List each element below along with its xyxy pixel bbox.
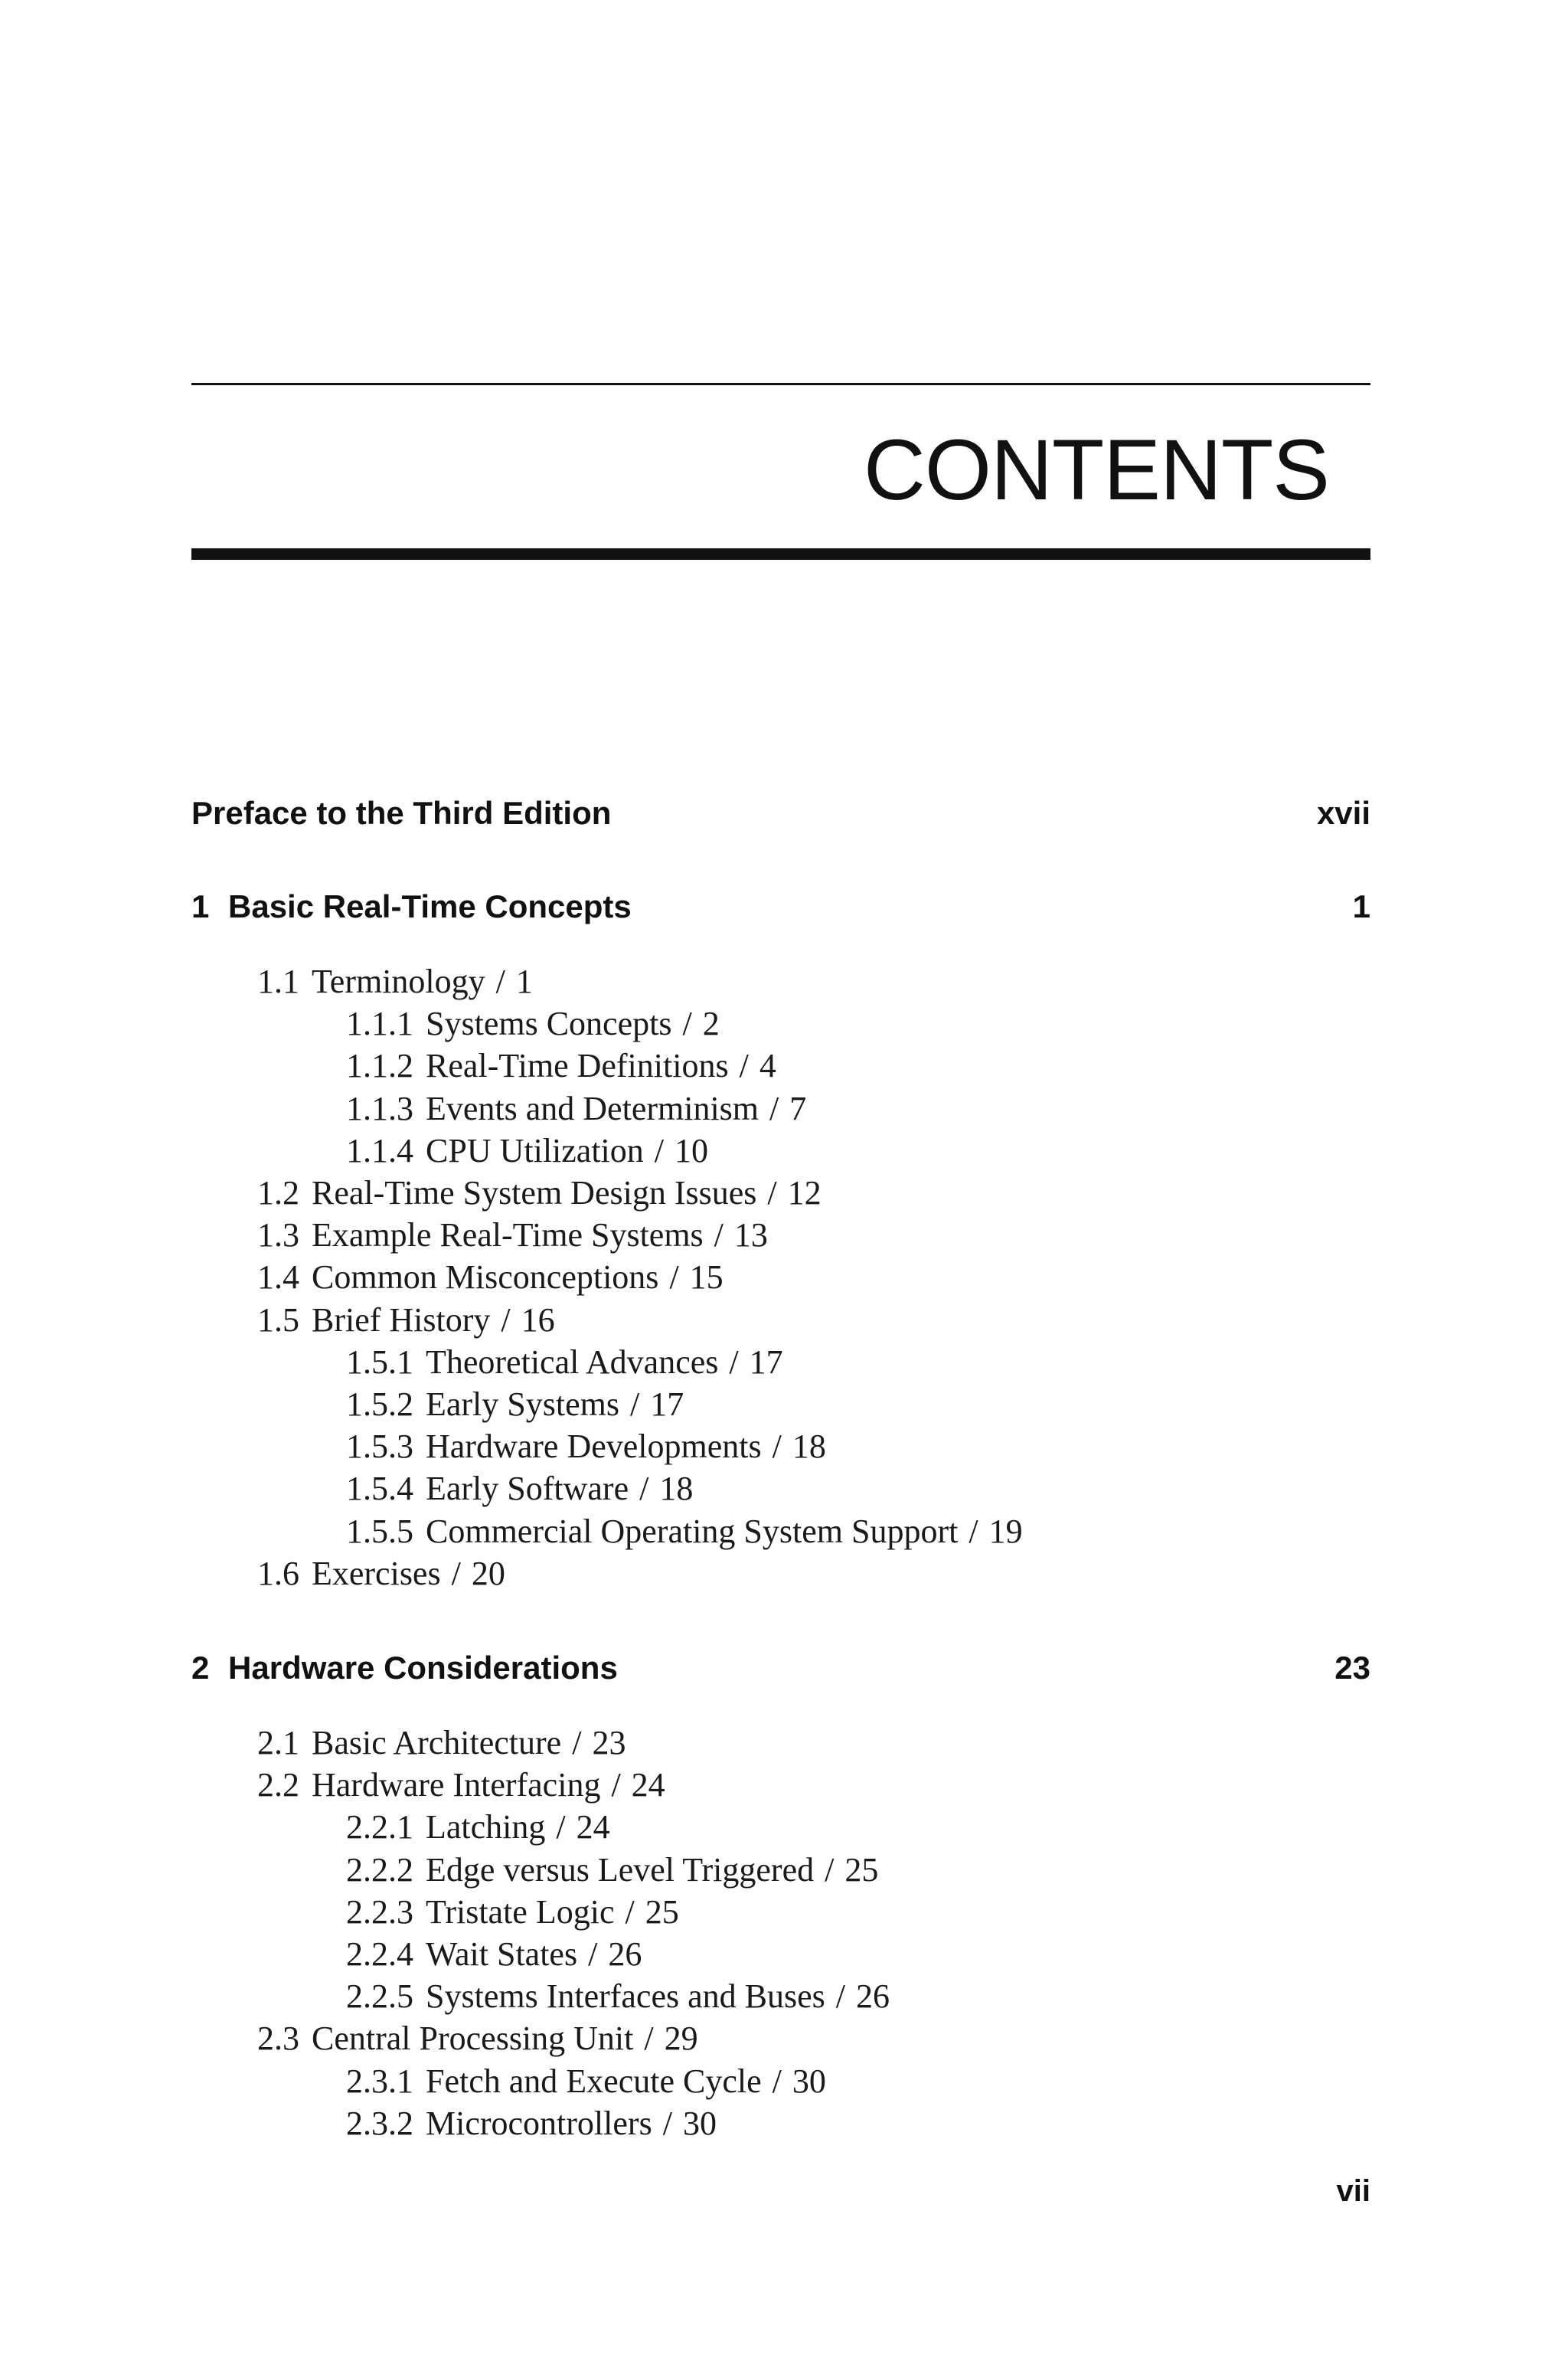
- toc-entry-number: 1.6: [257, 1554, 299, 1592]
- toc-entry-title: Central Processing Unit: [312, 2020, 634, 2058]
- toc-entry-title: Edge versus Level Triggered: [426, 1850, 815, 1889]
- toc-subsection-entry[interactable]: [191, 1510, 1370, 1552]
- toc-entry-separator: /: [639, 1470, 649, 1508]
- toc-section-entry[interactable]: [191, 960, 1370, 1002]
- toc-subsection-entry[interactable]: [191, 1341, 1370, 1383]
- toc-entry-page: 18: [659, 1470, 694, 1508]
- toc-subsection-entry[interactable]: [191, 1975, 1370, 2017]
- toc-entry-page: 20: [471, 1554, 505, 1592]
- toc-entry-separator: /: [611, 1766, 621, 1804]
- toc-entry-number: 1.5.5: [346, 1512, 413, 1550]
- toc-entry-page: 24: [631, 1766, 665, 1804]
- toc-entry-title: Real-Time System Design Issues: [312, 1174, 757, 1212]
- toc-entry-number: 1.5.2: [346, 1385, 413, 1424]
- chapter-spacer: [191, 1594, 1370, 1645]
- toc-chapter-page: 1: [1352, 888, 1370, 924]
- toc-entry-page: 13: [733, 1216, 768, 1254]
- toc-entry-page: 17: [749, 1343, 783, 1381]
- toc-section-entry[interactable]: [191, 1172, 1370, 1214]
- toc-entry-separator: /: [572, 1724, 582, 1762]
- toc-entry-title: Latching: [426, 1808, 546, 1846]
- toc-chapter-page: 23: [1334, 1650, 1370, 1686]
- toc-entry-separator: /: [662, 2104, 672, 2142]
- toc-subsection-entry[interactable]: [191, 1467, 1370, 1509]
- toc-subsection-entry[interactable]: [191, 1130, 1370, 1172]
- toc-chapter-heading[interactable]: [191, 884, 1370, 930]
- toc-entry-separator: /: [451, 1554, 461, 1592]
- toc-entry-page: 10: [675, 1131, 709, 1169]
- toc-chapter-number: 1: [191, 888, 210, 924]
- toc-chapter-title: Hardware Considerations: [228, 1650, 618, 1686]
- toc-entry-page: 17: [650, 1385, 684, 1424]
- toc-entry-title: Basic Architecture: [312, 1724, 562, 1762]
- toc-entry-title: Early Systems: [426, 1385, 619, 1424]
- toc-section-entry[interactable]: [191, 1722, 1370, 1764]
- toc-entry-page: 29: [664, 2020, 698, 2058]
- toc-entry-title: Theoretical Advances: [426, 1343, 719, 1381]
- toc-entry-title: Example Real-Time Systems: [312, 1216, 704, 1254]
- toc-entry-separator: /: [495, 963, 505, 1000]
- toc-entry-title: Commercial Operating System Support: [426, 1512, 959, 1550]
- toc-entry-page: 30: [792, 2062, 826, 2100]
- title-top-rule: [191, 383, 1370, 385]
- toc-entry-separator: /: [772, 1428, 782, 1466]
- toc-entry-separator: /: [669, 1258, 679, 1297]
- toc-entry-number: 1.5: [257, 1300, 299, 1339]
- toc-entry-number: 1.2: [257, 1174, 299, 1212]
- toc-entry-number: 1.5.3: [346, 1428, 413, 1466]
- toc-entry-number: 1.4: [257, 1258, 299, 1297]
- toc-subsection-entry[interactable]: [191, 2102, 1370, 2144]
- toc-entry-separator: /: [682, 1005, 692, 1043]
- toc-entry-title: Systems Concepts: [426, 1005, 672, 1043]
- toc-entry-number: 2.2.4: [346, 1935, 413, 1974]
- toc-entry-separator: /: [769, 1089, 779, 1127]
- toc-subsection-entry[interactable]: [191, 1088, 1370, 1130]
- toc-entry-page: 19: [988, 1512, 1023, 1550]
- toc-entry-title: Events and Determinism: [426, 1089, 760, 1127]
- toc-entry-number: 1.1: [257, 963, 299, 1000]
- toc-subsection-entry[interactable]: [191, 1425, 1370, 1467]
- toc-entry-page: 2: [702, 1005, 720, 1043]
- toc-preface-title: Preface to the Third Edition: [191, 795, 612, 831]
- toc-entry-separator: /: [629, 1385, 640, 1424]
- toc-entry-title: Systems Interfaces and Buses: [426, 1977, 825, 2016]
- toc-subsection-entry[interactable]: [191, 1806, 1370, 1848]
- toc-entry-separator: /: [969, 1512, 978, 1550]
- toc-entry-page: 30: [682, 2104, 717, 2142]
- toc-entry-number: 1.1.4: [346, 1131, 413, 1169]
- toc-entry-number: 2.2.1: [346, 1808, 413, 1846]
- toc-entry-separator: /: [588, 1935, 598, 1974]
- toc-entry-separator: /: [654, 1131, 665, 1169]
- page-number: vii: [1336, 2174, 1370, 2208]
- toc-entry-page: 4: [759, 1047, 776, 1085]
- toc-section-entry[interactable]: [191, 1214, 1370, 1256]
- toc-entry-number: 2.2.3: [346, 1892, 413, 1931]
- toc-entry-title: Early Software: [426, 1470, 629, 1508]
- toc-entry-separator: /: [772, 2062, 782, 2100]
- toc-subsection-entry[interactable]: [191, 1933, 1370, 1975]
- toc-section-entry[interactable]: [191, 1256, 1370, 1298]
- toc-entry-separator: /: [825, 1850, 835, 1889]
- toc-chapter-number: 2: [191, 1650, 210, 1686]
- toc-entry-title: Hardware Developments: [426, 1428, 762, 1466]
- toc-entry-page: 1: [515, 963, 533, 1000]
- toc-entry-separator: /: [729, 1343, 739, 1381]
- title-bottom-rule: [191, 548, 1370, 560]
- chapter-heading-spacer: [191, 930, 1370, 960]
- toc-entry-title: Real-Time Definitions: [426, 1047, 729, 1085]
- toc-entry-title: Common Misconceptions: [312, 1258, 659, 1297]
- toc-entry-number: 1.3: [257, 1216, 299, 1254]
- toc-entry-separator: /: [644, 2020, 654, 2058]
- toc-section-entry[interactable]: [191, 2017, 1370, 2059]
- toc-section-entry[interactable]: [191, 1552, 1370, 1594]
- toc-entry-number: 1.1.2: [346, 1047, 413, 1085]
- toc-entry-page: 24: [576, 1808, 610, 1846]
- toc-entry-title: Hardware Interfacing: [312, 1766, 601, 1804]
- toc-entry-page: 25: [645, 1892, 679, 1931]
- toc-entry-title: Brief History: [312, 1300, 491, 1339]
- toc-subsection-entry[interactable]: [191, 1891, 1370, 1933]
- toc-entry-page: 7: [789, 1089, 807, 1127]
- toc-entry-page: 26: [608, 1935, 642, 1974]
- toc-chapter-label: [191, 884, 632, 930]
- toc-entry-separator: /: [625, 1892, 635, 1931]
- toc-entry-number: 2.3.2: [346, 2104, 413, 2142]
- toc-entry-separator: /: [714, 1216, 724, 1254]
- toc-subsection-entry[interactable]: [191, 1002, 1370, 1045]
- toc-entry-title: Exercises: [312, 1554, 441, 1592]
- toc-entry-number: 2.3.1: [346, 2062, 413, 2100]
- toc-chapter-title: Basic Real-Time Concepts: [228, 888, 632, 924]
- toc-entry-page: 25: [844, 1850, 879, 1889]
- toc-entry-number: 2.1: [257, 1724, 299, 1762]
- toc-entry-separator: /: [556, 1808, 566, 1846]
- toc-entry-number: 2.2.5: [346, 1977, 413, 2016]
- toc-preface-entry[interactable]: [191, 790, 1370, 836]
- toc-entry-title: Microcontrollers: [426, 2104, 652, 2142]
- toc-entry-title: Tristate Logic: [426, 1892, 615, 1931]
- toc-entry-page: 12: [787, 1174, 822, 1212]
- toc-entry-page: 18: [792, 1428, 826, 1466]
- toc-subsection-entry[interactable]: [191, 2060, 1370, 2102]
- toc-subsection-entry[interactable]: [191, 1045, 1370, 1087]
- toc-entry-number: 1.1.3: [346, 1089, 413, 1127]
- toc-section-entry[interactable]: [191, 1299, 1370, 1341]
- toc-entry-separator: /: [835, 1977, 846, 2016]
- toc-subsection-entry[interactable]: [191, 1383, 1370, 1425]
- toc-chapter-label: [191, 1645, 618, 1691]
- toc-entry-page: 23: [592, 1724, 626, 1762]
- table-of-contents: [191, 790, 1370, 2144]
- chapter-spacer: [191, 836, 1370, 884]
- toc-entry-page: 26: [856, 1977, 890, 2016]
- toc-entry-title: Terminology: [312, 963, 485, 1000]
- toc-entry-number: 2.3: [257, 2020, 299, 2058]
- toc-entry-page: 15: [689, 1258, 724, 1297]
- toc-preface-page: xvii: [1316, 795, 1370, 831]
- toc-entry-number: 1.1.1: [346, 1005, 413, 1043]
- toc-entry-number: 1.5.4: [346, 1470, 413, 1508]
- toc-section-entry[interactable]: [191, 1764, 1370, 1806]
- page-title: CONTENTS: [864, 422, 1329, 518]
- toc-entry-separator: /: [767, 1174, 777, 1212]
- toc-entry-title: CPU Utilization: [426, 1131, 644, 1169]
- toc-entry-page: 16: [521, 1300, 555, 1339]
- toc-subsection-entry[interactable]: [191, 1849, 1370, 1891]
- toc-entry-number: 1.5.1: [346, 1343, 413, 1381]
- toc-chapter-heading[interactable]: [191, 1645, 1370, 1691]
- toc-entry-separator: /: [739, 1047, 749, 1085]
- toc-entry-number: 2.2.2: [346, 1850, 413, 1889]
- toc-entry-title: Wait States: [426, 1935, 578, 1974]
- toc-entry-separator: /: [501, 1300, 511, 1339]
- toc-entry-number: 2.2: [257, 1766, 299, 1804]
- chapter-heading-spacer: [191, 1691, 1370, 1722]
- toc-entry-title: Fetch and Execute Cycle: [426, 2062, 762, 2100]
